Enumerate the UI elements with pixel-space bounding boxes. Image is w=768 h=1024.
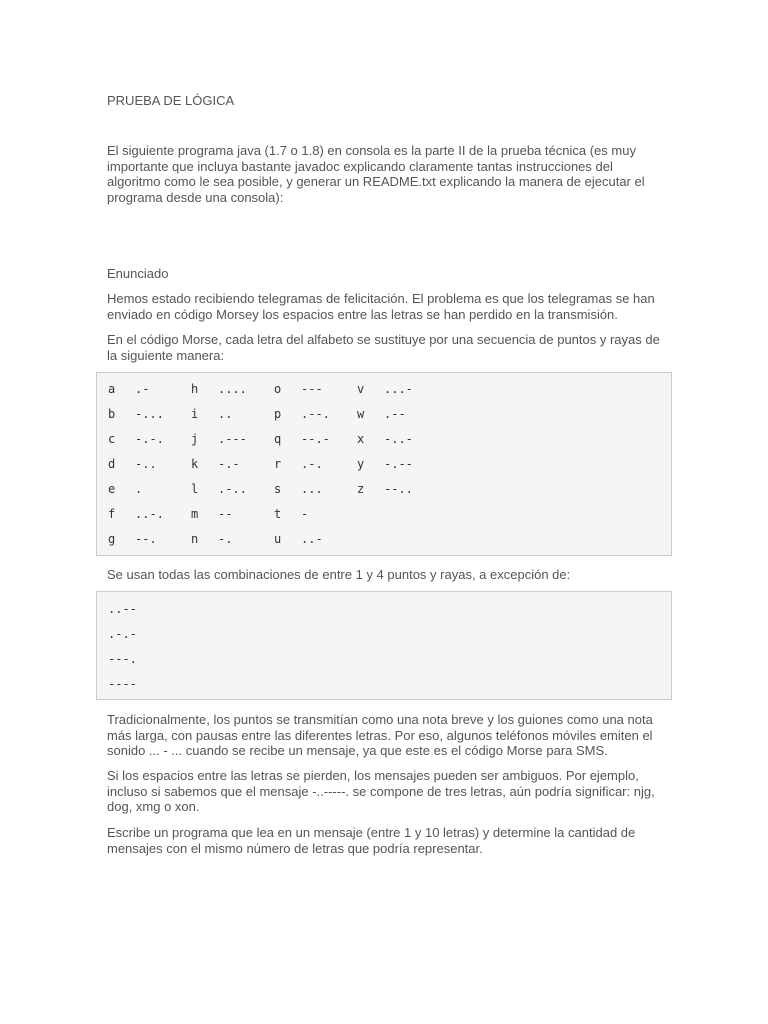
morse-letter: l: [191, 482, 199, 496]
morse-letter: u: [274, 532, 282, 546]
morse-code: --.: [135, 532, 157, 546]
morse-letter: p: [274, 407, 282, 421]
morse-code: --.-: [301, 432, 330, 446]
morse-letter: n: [191, 532, 199, 546]
intro-paragraph: El siguiente programa java (1.7 o 1.8) en consola es la parte II de la prueba técnica (es muy importante que incluya bastante javadoc explicando claramente tantas instrucciones del algoritmo como le sea posible, y generar un README.txt explicando la manera de ejecutar el programa desde una consola):: [107, 143, 645, 205]
morse-code: ---: [301, 382, 323, 396]
morse-code: ....: [218, 382, 247, 396]
morse-code: .-: [135, 382, 150, 396]
morse-code: ..-: [301, 532, 323, 546]
morse-code: .---: [218, 432, 247, 446]
morse-code: ...-: [384, 382, 413, 396]
morse-letter: e: [108, 482, 116, 496]
morse-intro-paragraph: En el código Morse, cada letra del alfabeto se sustituye por una secuencia de puntos y rayas de la siguiente manera:: [107, 332, 660, 363]
morse-letter: q: [274, 432, 282, 446]
exception-code: ---.: [108, 652, 137, 666]
morse-letter: b: [108, 407, 116, 421]
morse-letter: j: [191, 432, 199, 446]
morse-letter: h: [191, 382, 199, 396]
page-title: PRUEBA DE LÓGICA: [107, 93, 235, 108]
morse-code: .: [135, 482, 143, 496]
morse-letter: f: [108, 507, 116, 521]
morse-code-table: [96, 372, 672, 556]
morse-letter: t: [274, 507, 282, 521]
morse-letter: m: [191, 507, 199, 521]
exception-code: .-.-: [108, 627, 137, 641]
morse-letter: k: [191, 457, 199, 471]
morse-letter: o: [274, 382, 282, 396]
morse-code: ..: [218, 407, 233, 421]
morse-letter: c: [108, 432, 116, 446]
morse-code: ...: [301, 482, 323, 496]
morse-letter: g: [108, 532, 116, 546]
morse-letter: a: [108, 382, 116, 396]
ambiguity-paragraph: Si los espacios entre las letras se pierden, los mensajes pueden ser ambiguos. Por ejemplo, incluso si sabemos que el mensaje -..-----. se compone de tres letras, aún podría significar: njg, dog, xmg o xon.: [107, 768, 655, 815]
exception-code: ----: [108, 677, 137, 691]
morse-code: --: [218, 507, 233, 521]
morse-letter: x: [357, 432, 365, 446]
exceptions-code-block: [96, 591, 672, 700]
problem-paragraph: Hemos estado recibiendo telegramas de felicitación. El problema es que los telegramas se han enviado en código Morsey los espacios entre las letras se han perdido en la transmisión.: [107, 291, 655, 322]
morse-code: -.--: [384, 457, 413, 471]
morse-letter: s: [274, 482, 282, 496]
morse-letter: z: [357, 482, 365, 496]
morse-code: -...: [135, 407, 164, 421]
morse-code: --..: [384, 482, 413, 496]
morse-letter: v: [357, 382, 365, 396]
morse-code: .--.: [301, 407, 330, 421]
morse-letter: d: [108, 457, 116, 471]
morse-letter: w: [357, 407, 365, 421]
exception-code: ..--: [108, 602, 137, 616]
section-heading: Enunciado: [107, 266, 169, 281]
morse-code: -.-.: [135, 432, 164, 446]
tradition-paragraph: Tradicionalmente, los puntos se transmitían como una nota breve y los guiones como una nota más larga, con pausas entre las diferentes letras. Por eso, algunos teléfonos móviles emiten el sonido ... - ... cuando se recibe un mensaje, ya que este es el código Morse para SMS.: [107, 712, 653, 759]
morse-code: .-..: [218, 482, 247, 496]
morse-letter: y: [357, 457, 365, 471]
morse-code: -..: [135, 457, 157, 471]
morse-code: -: [301, 507, 309, 521]
morse-code: -.-: [218, 457, 240, 471]
morse-letter: r: [274, 457, 282, 471]
morse-code: .--: [384, 407, 406, 421]
morse-code: ..-.: [135, 507, 164, 521]
morse-code: .-.: [301, 457, 323, 471]
morse-code: -..-: [384, 432, 413, 446]
task-paragraph: Escribe un programa que lea en un mensaje (entre 1 y 10 letras) y determine la cantidad de mensajes con el mismo número de letras que podría representar.: [107, 825, 636, 856]
exceptions-intro-paragraph: Se usan todas las combinaciones de entre 1 y 4 puntos y rayas, a excepción de:: [107, 567, 571, 582]
morse-letter: i: [191, 407, 199, 421]
morse-code: -.: [218, 532, 233, 546]
